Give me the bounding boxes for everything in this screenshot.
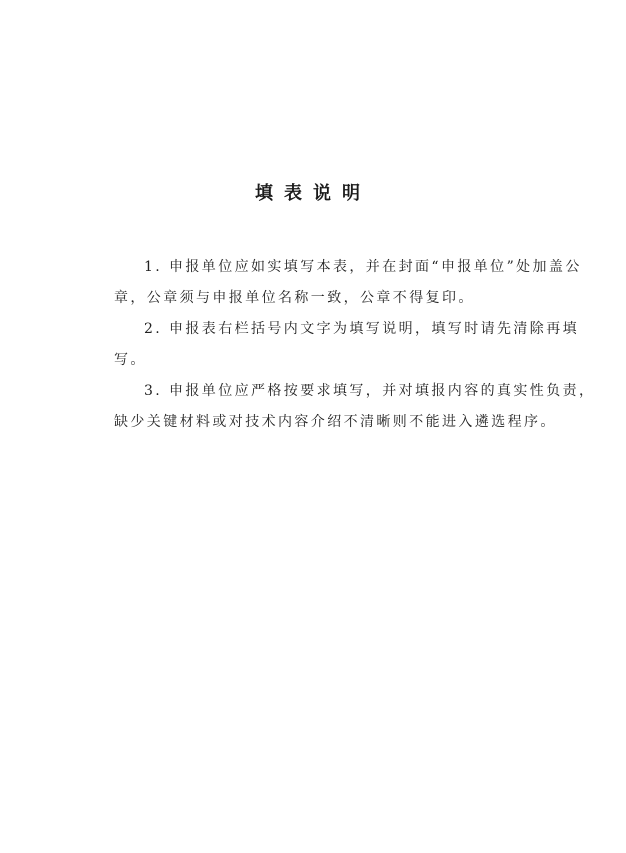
instructions-body bbox=[84, 252, 596, 438]
page-title: 填表说明 bbox=[255, 183, 371, 204]
instruction-3-line-2: 缺少关键材料或对技术内容介绍不清晰则不能进入遴选程序。 bbox=[114, 414, 557, 430]
instruction-item-1 bbox=[84, 252, 582, 314]
instruction-1-line-1: 1. 申报单位应如实填写本表，并在封面“申报单位”处加盖公 bbox=[144, 259, 582, 275]
instruction-item-2 bbox=[84, 314, 580, 376]
instruction-1-line-2: 章，公章须与申报单位名称一致，公章不得复印。 bbox=[114, 290, 475, 306]
instruction-item-3 bbox=[84, 376, 596, 438]
instruction-2-line-1: 2. 申报表右栏括号内文字为填写说明，填写时请先清除再填 bbox=[144, 321, 580, 337]
instruction-3-line-1: 3. 申报单位应严格按要求填写，并对填报内容的真实性负责， bbox=[144, 383, 596, 399]
instruction-2-line-2: 写。 bbox=[114, 352, 147, 368]
